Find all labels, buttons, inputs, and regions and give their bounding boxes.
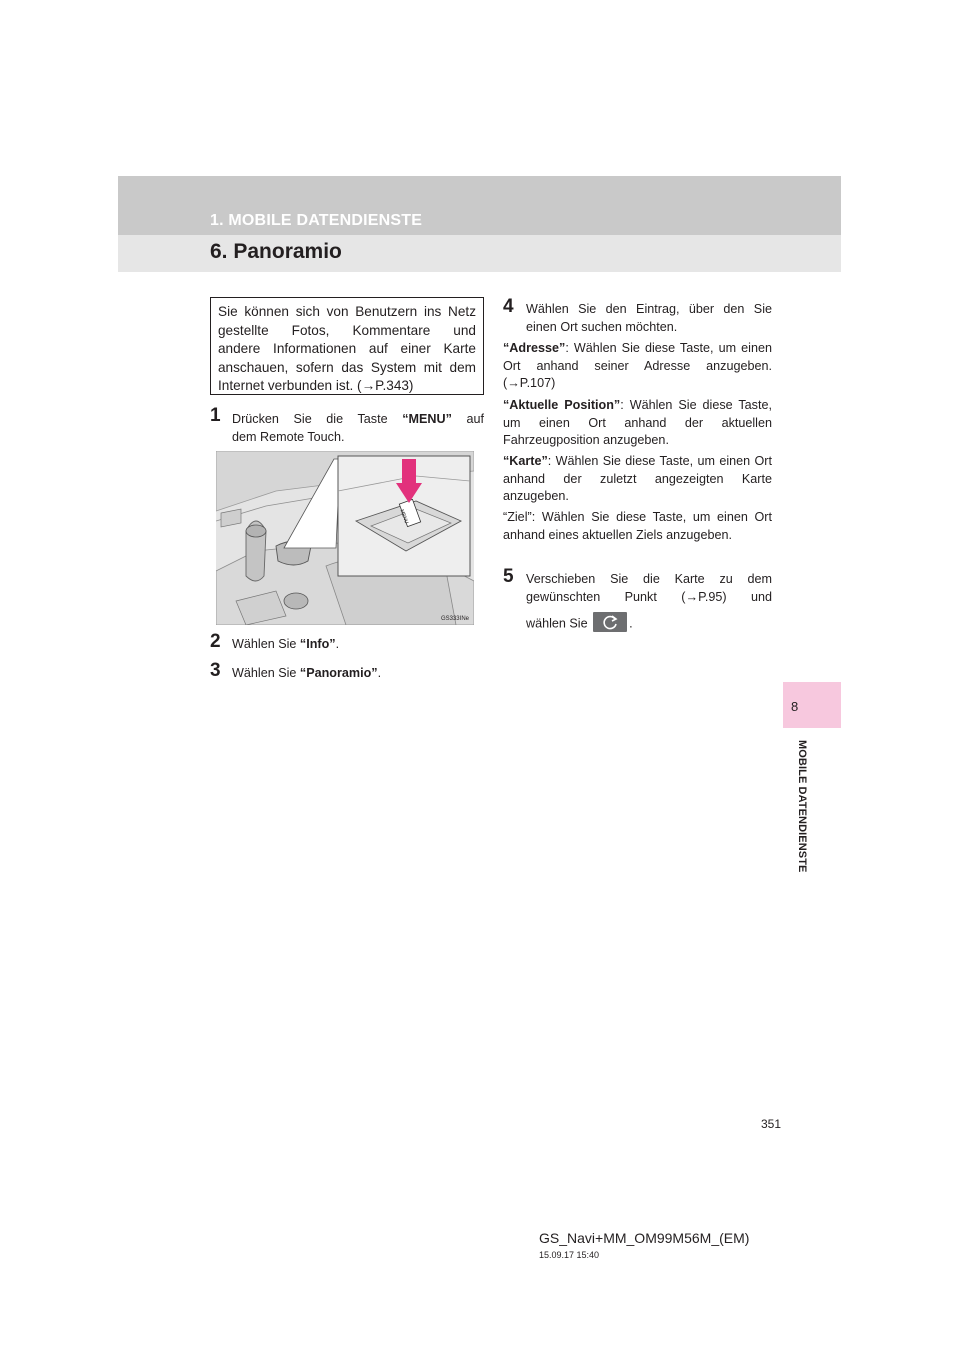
intro-line: anschauen, sofern das System mit dem xyxy=(218,359,476,375)
page-number: 351 xyxy=(761,1117,782,1131)
intro-box xyxy=(210,297,484,395)
step-3-number: 3 xyxy=(210,660,221,681)
refresh-icon xyxy=(593,612,627,632)
chapter-label: MOBILE DATENDIENSTE xyxy=(796,740,808,873)
step-1-number: 1 xyxy=(210,405,221,426)
intro-line: Sie können sich von Benutzern ins Netz xyxy=(218,304,476,319)
step-4-text: Wählen Sie den Eintrag, über den Sie einen Ort suchen möchten. xyxy=(526,302,772,334)
step-2-text: Wählen Sie “Info”. xyxy=(232,637,340,651)
remote-touch-illustration xyxy=(216,451,474,625)
document-code: GS_Navi+MM_OM99M56M_(EM) xyxy=(539,1230,750,1246)
intro-line: gestellte Fotos, Kommentare und xyxy=(218,322,476,338)
figure-code: GS333INe xyxy=(440,616,469,622)
page-title: 6. Panoramio xyxy=(210,240,342,263)
option-adresse: “Adresse”: Wählen Sie diese Taste, um einen Ort anhand seiner Adresse anzugeben. (→P.107) xyxy=(503,341,772,390)
option-karte: “Karte”: Wählen Sie diese Taste, um einen Ort anhand der zuletzt angezeigten Karte anzugeben. xyxy=(503,454,772,503)
option-aktuelle-position: “Aktuelle Position”: Wählen Sie diese Taste, um einen Ort anhand der aktuellen Fahrzeugposition anzugeben. xyxy=(503,398,772,447)
chapter-number: 8 xyxy=(791,699,799,714)
step-5-text: Verschieben Sie die Karte zu dem gewünschten Punkt (→P.95) und wählen Sie . xyxy=(526,572,772,631)
step-4-number: 4 xyxy=(503,296,514,317)
menu-key-label: MENU xyxy=(398,508,410,525)
remote-touch-drawing xyxy=(216,451,474,625)
step-5-number: 5 xyxy=(503,566,514,587)
option-ziel: “Ziel”: Wählen Sie diese Taste, um einen Ort anhand eines aktuellen Ziels anzugeben. xyxy=(503,510,772,542)
intro-line: Internet verbunden ist. (→P.343) xyxy=(218,378,414,393)
step-3-text: Wählen Sie “Panoramio”. xyxy=(232,666,382,680)
refresh-button-icon xyxy=(593,612,627,632)
step-2-number: 2 xyxy=(210,631,221,652)
step-1-text: Drücken Sie die Taste “MENU” auf dem Remote Touch. xyxy=(232,412,484,444)
section-label: 1. MOBILE DATENDIENSTE xyxy=(210,212,423,229)
intro-line: andere Informationen auf einer Karte xyxy=(218,341,476,356)
print-date: 15.09.17 15:40 xyxy=(539,1250,600,1260)
